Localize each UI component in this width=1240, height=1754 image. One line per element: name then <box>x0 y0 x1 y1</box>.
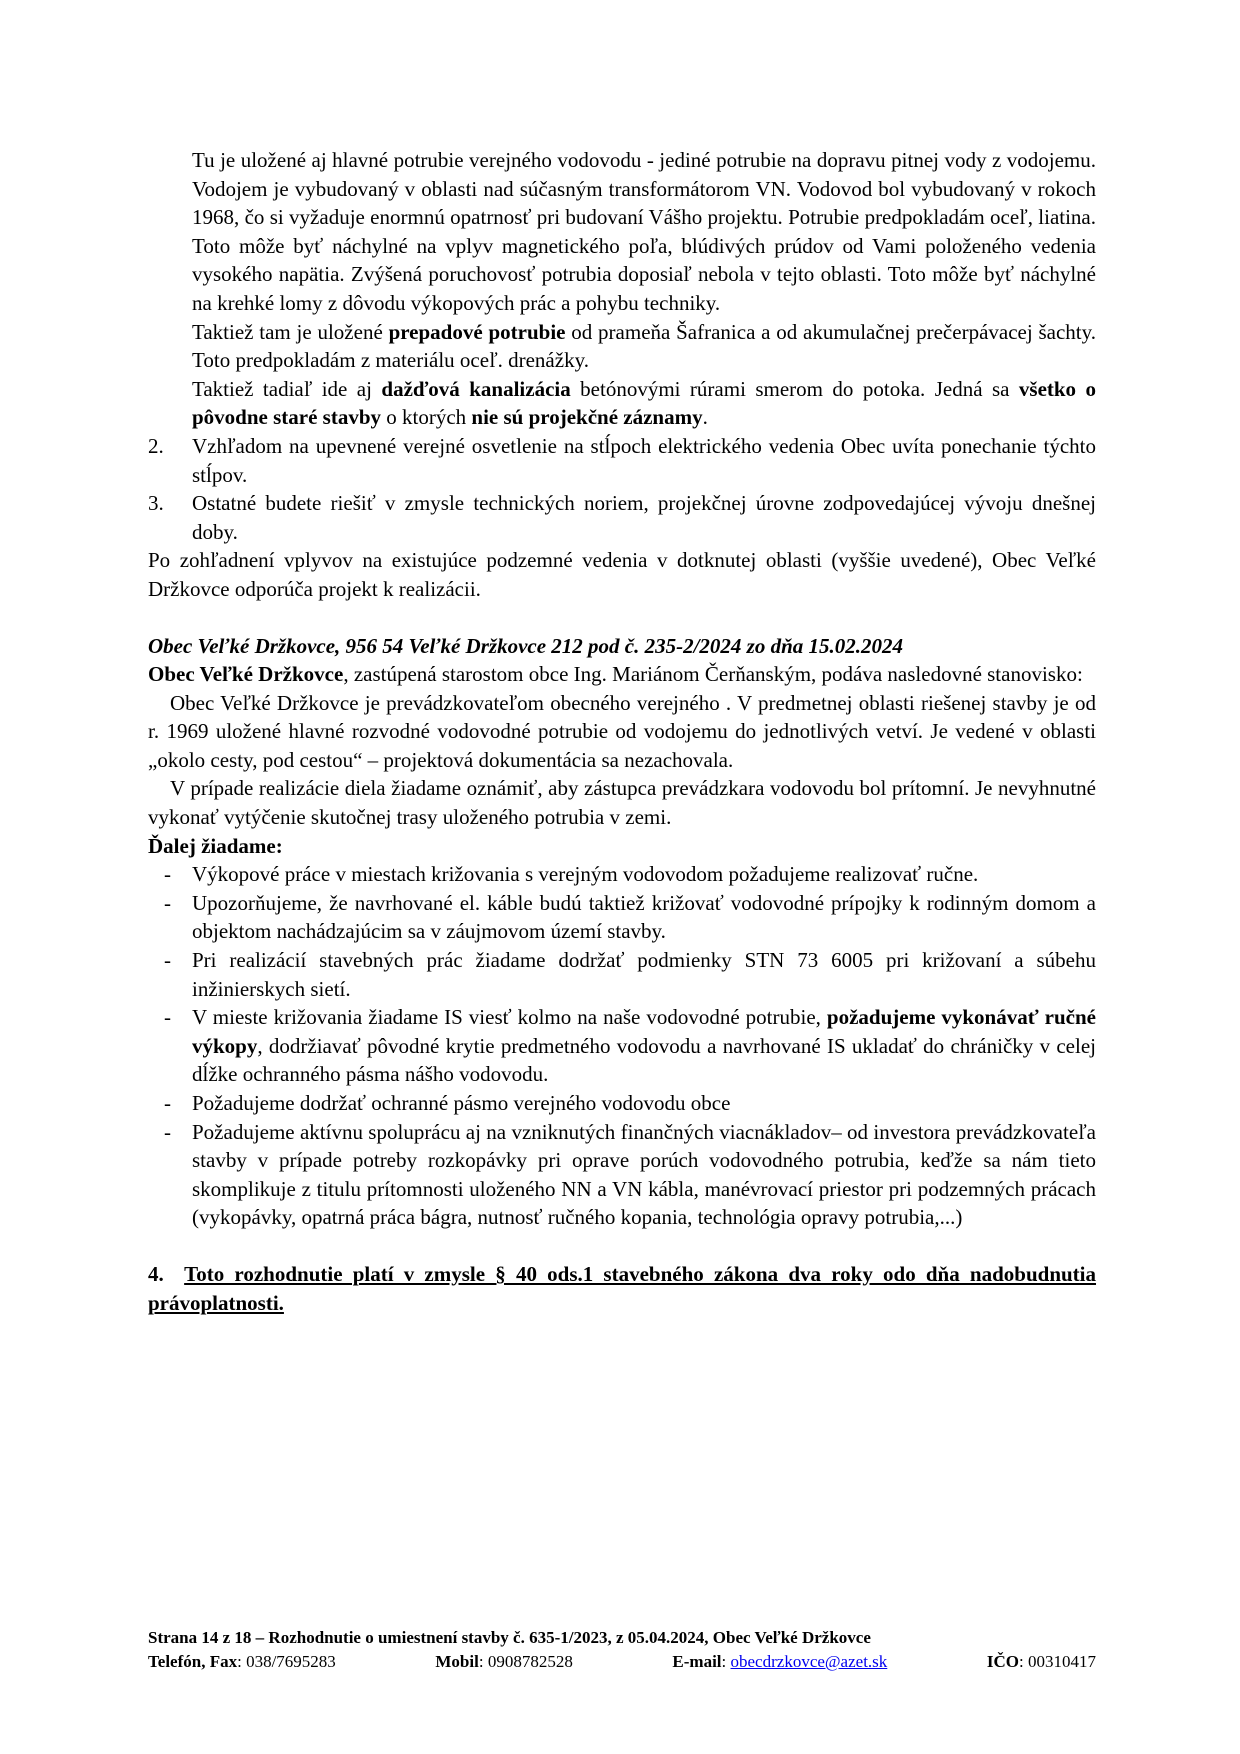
further-requests-heading: Ďalej žiadame: <box>148 833 283 858</box>
footer-contacts <box>148 1650 1096 1674</box>
email-link[interactable]: obecdrzkovce@azet.sk <box>730 1652 888 1671</box>
statement-intro: Obec Veľké Držkovce, zastúpená starostom obce Ing. Mariánom Čerňanským, podáva nasledovné stanovisko: <box>148 662 1083 687</box>
conclusion-paragraph: Po zohľadnení vplyvov na existujúce podzemné vedenia v dotknutej oblasti (vyššie uvedené), Obec Veľké Držkovce odporúča projekt k realizácii. <box>148 548 1096 601</box>
request-item: - Upozorňujeme, že navrhované el. káble budú taktiež križovať vodovodné prípojky k rodinným domom a objektom nachádzajúcim sa v záujmovom území stavby. <box>164 890 1096 944</box>
section-heading: Obec Veľké Držkovce, 956 54 Veľké Držkovce 212 pod č. 235-2/2024 zo dňa 15.02.2024 <box>148 633 904 658</box>
footer-mobile: Mobil: 0908782528 <box>435 1652 573 1671</box>
rain-sewer-paragraph: Taktiež tadiaľ ide aj dažďová kanalizácia betónovými rúrami smerom do potoka. Jedná sa všetko o pôvodne staré stavby o ktorých nie sú projekčné záznamy. <box>192 376 1096 430</box>
footer-email: E-mail: obecdrzkovce@azet.sk <box>672 1652 888 1671</box>
notification-paragraph: V prípade realizácie diela žiadame oznámiť, aby zástupca prevádzkara vodovodu bol prítomní. Je nevyhnutné vykonať vytýčenie skutočnej trasy uloženého potrubia v zemi. <box>148 776 1096 830</box>
request-item: - V mieste križovania žiadame IS viesť kolmo na naše vodovodné potrubie, požadujeme vykonávať ručné výkopy, dodržiavať pôvodné krytie predmetného vodovodu a navrhované IS ukladať do chráničky v celej dĺžke ochranného pásma nášho vodovodu. <box>164 1005 1096 1087</box>
validity-clause: 4. Toto rozhodnutie platí v zmysle § 40 ods.1 stavebného zákona dva roky odo dňa nadobudnutia právoplatnosti. <box>148 1261 1097 1315</box>
footer-phone: Telefón, Fax: 038/7695283 <box>148 1652 336 1671</box>
operator-paragraph: Obec Veľké Držkovce je prevádzkovateľom obecného verejného . V predmetnej oblasti riešenej stavby je od r. 1969 uložené hlavné rozvodné vodovodné potrubie od vodojemu do jednotlivých vetví. Je vedené v oblasti „okolo cesty, pod cestou“ – projektová dokumentácia sa nezachovala. <box>148 690 1096 772</box>
overflow-pipe-paragraph: Taktiež tam je uložené prepadové potrubie od prameňa Šafranica a od akumulačnej prečerpávacej šachty. Toto predpokladám z materiálu oceľ. drenážky. <box>192 319 1096 373</box>
request-item: - Pri realizácií stavebných prác žiadame dodržať podmienky STN 73 6005 pri križovaní a súbehu inžinierskych sietí. <box>164 948 1096 1001</box>
footer-ico: IČO: 00310417 <box>986 1652 1096 1671</box>
pipeline-paragraph: Tu je uložené aj hlavné potrubie verejného vodovodu - jediné potrubie na dopravu pitnej vody z vodojemu. Vodojem je vybudovaný v oblasti nad súčasným transformátorom VN. Vodovod bol vybudovaný v rokoch 1968, čo si vyžaduje enormnú opatrnosť pri budovaní Vášho projektu. Potrubie predpokladám oceľ, liatina. Toto môže byť náchylné na vplyv magnetického poľa, blúdivých prúdov od Vami položeného vedenia vysokého napätia. Zvýšená poruchovosť potrubia doposiaľ nebola v tejto oblasti. Toto môže byť náchylné na krehké lomy z dôvodu výkopových prác a pohybu techniky. <box>192 148 1096 315</box>
request-item: - Výkopové práce v miestach križovania s verejným vodovodom požadujeme realizovať ručne. <box>164 862 979 887</box>
numbered-item-2: 2. Vzhľadom na upevnené verejné osvetlenie na stĺpoch elektrického vedenia Obec uvíta ponechanie týchto stĺpov. <box>148 433 1096 487</box>
page-footer <box>148 1626 1096 1674</box>
document-body <box>148 146 1096 1317</box>
numbered-item-3: 3. Ostatné budete riešiť v zmysle technických noriem, projekčnej úrovne zodpovedajúcej vývoju dnešnej doby. <box>148 491 1096 544</box>
request-item: - Požadujeme aktívnu spoluprácu aj na vzniknutých finančných viacnákladov– od investora prevádzkovateľa stavby v prípade potreby rozkopávky pri oprave porúch vodovodného potrubia, keďže sa nám tieto skomplikuje z titulu prítomnosti uloženého NN a VN kábla, manévrovací priestor pri podzemných prácach (vykopávky, opatrná práca bágra, nutnosť ručného kopania, technológia opravy potrubia,...) <box>164 1119 1096 1230</box>
request-item: - Požadujeme dodržať ochranné pásmo verejného vodovodu obce <box>164 1091 731 1115</box>
footer-page-info: Strana 14 z 18 – Rozhodnutie o umiestnení stavby č. 635-1/2023, z 05.04.2024, Obec Veľké Držkovce <box>148 1628 871 1647</box>
